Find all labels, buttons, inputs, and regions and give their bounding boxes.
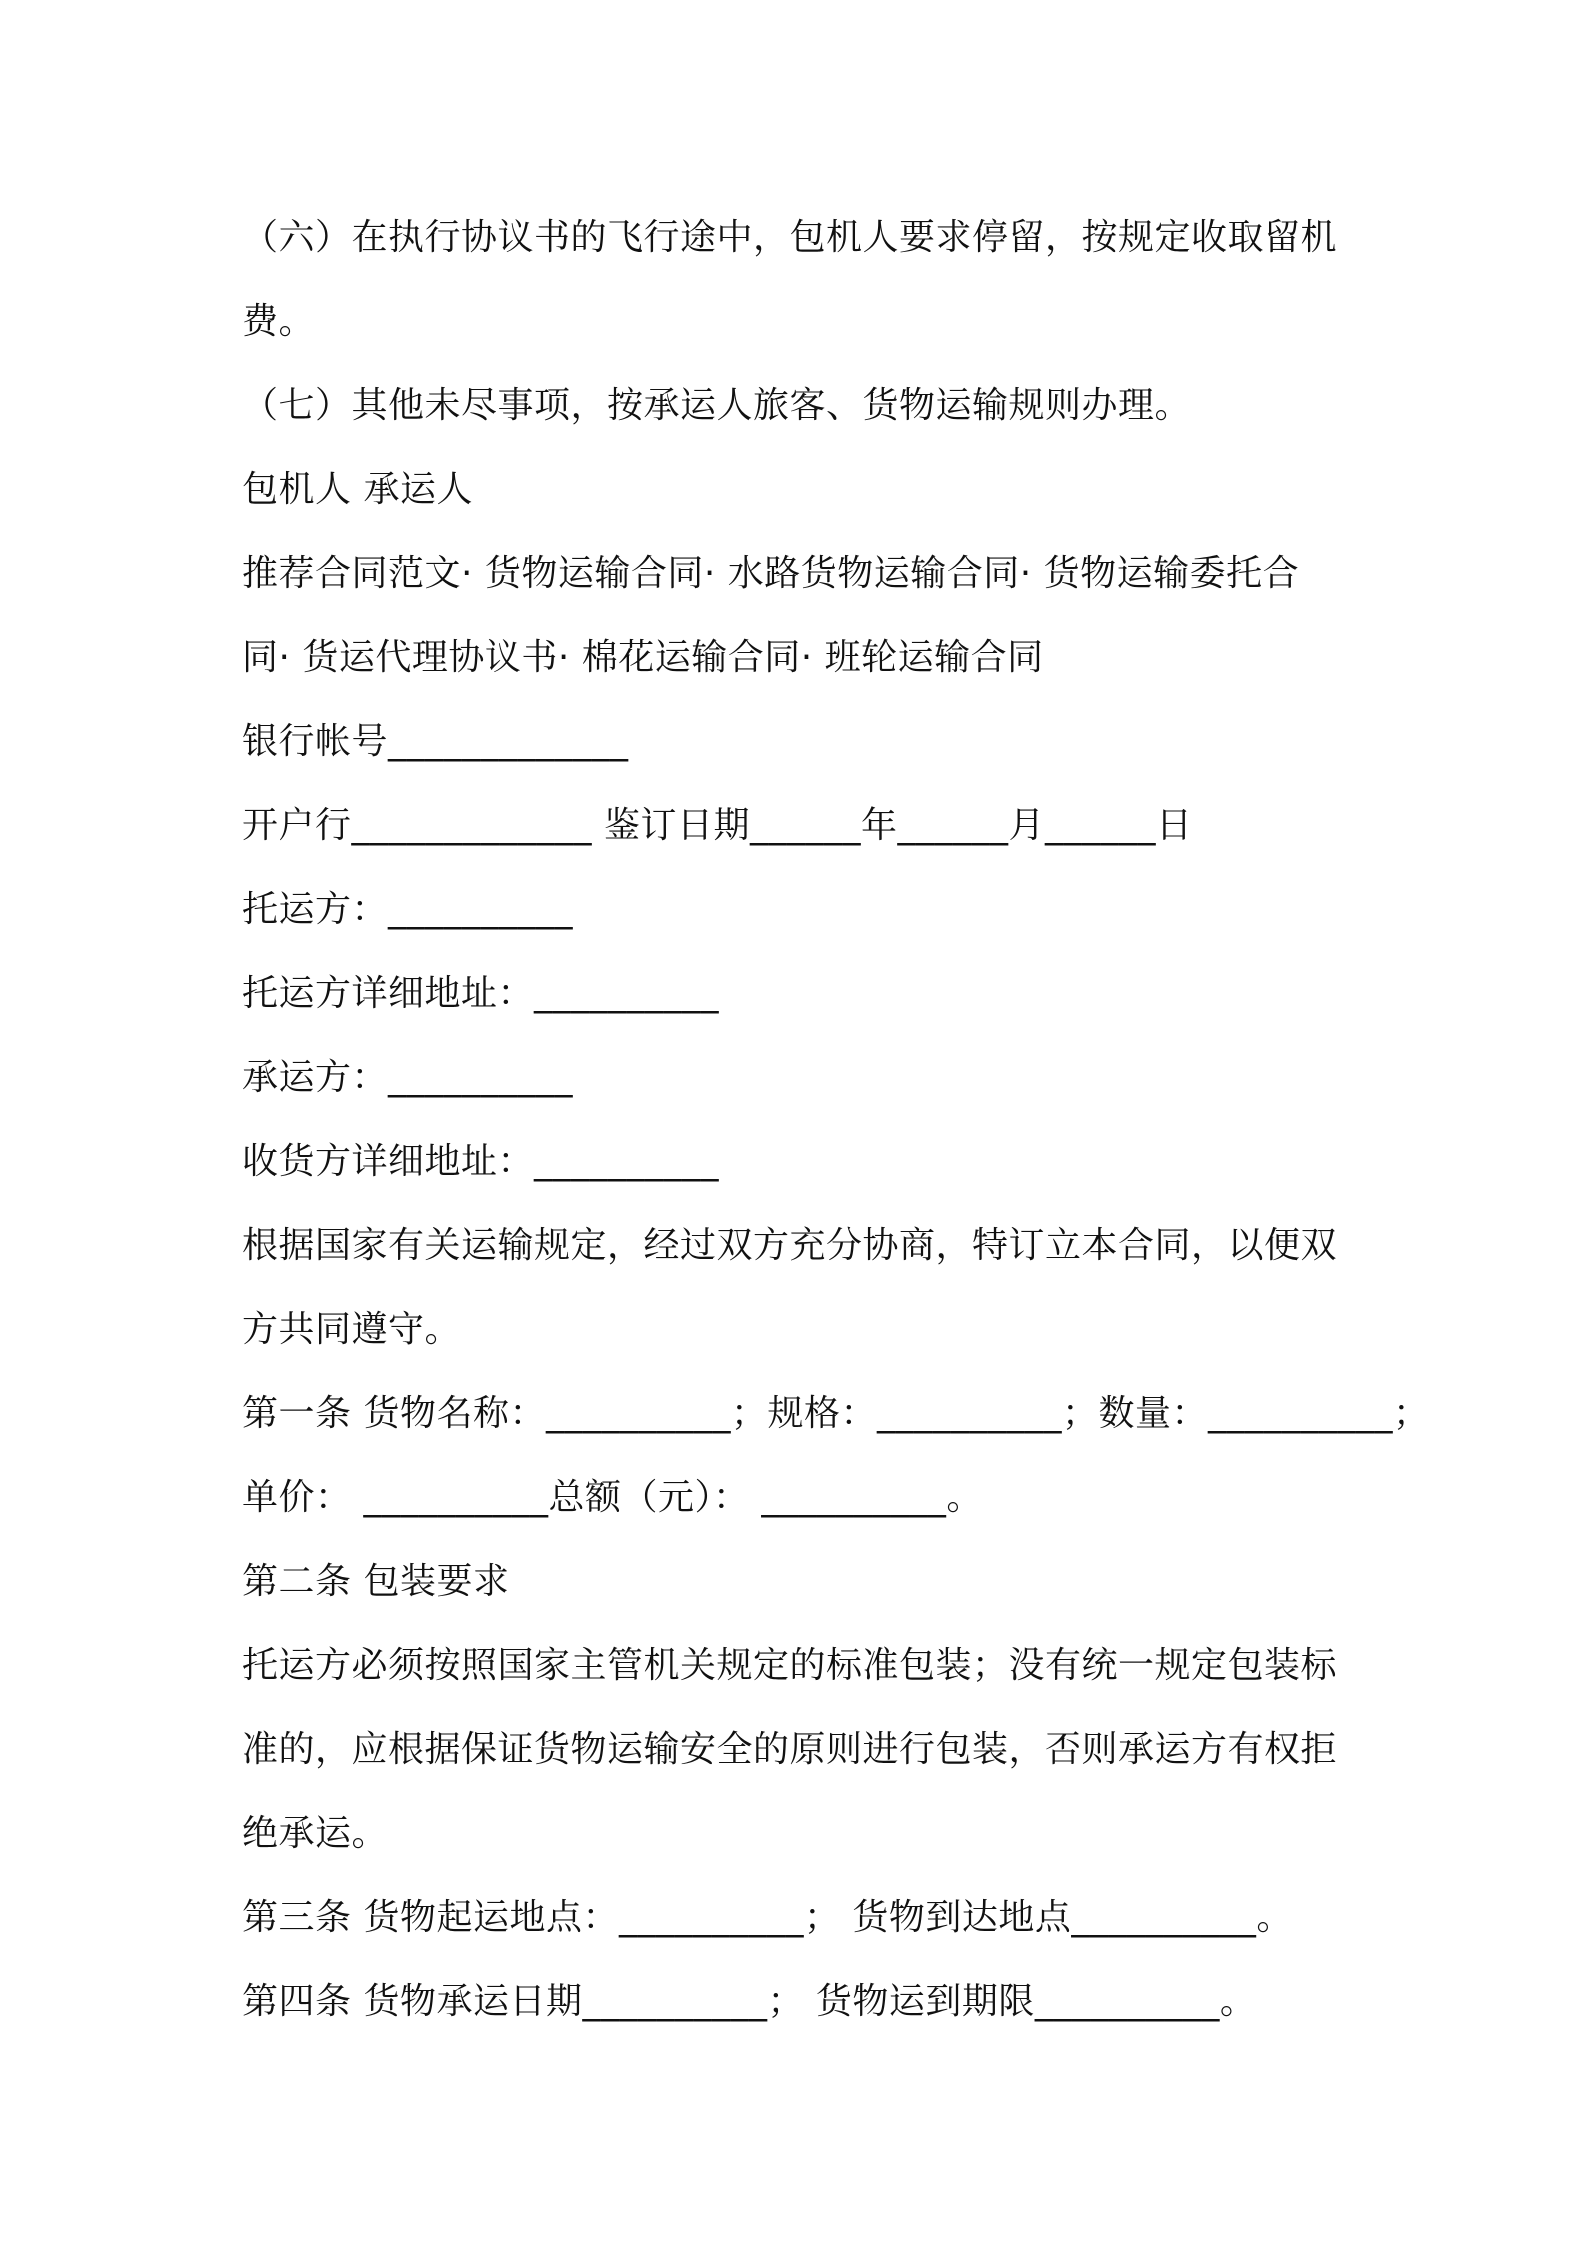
shipper-field: 托运方：__________ (242, 889, 574, 930)
bank-account-field: 银行帐号_____________ (242, 721, 629, 762)
clause-seven: （七）其他未尽事项，按承运人旅客、货物运输规则办理。 (242, 385, 1192, 426)
article-two-line-2: 准的，应根据保证货物运输安全的原则进行包装，否则承运方有权拒 (242, 1729, 1338, 1770)
document-body (242, 196, 1430, 2044)
clause-six-line-2: 费。 (242, 301, 316, 342)
article-two-line-3: 绝承运。 (242, 1813, 389, 1854)
recommended-templates-line-2: 同· 货运代理协议书· 棉花运输合同· 班轮运输合同 (242, 637, 1044, 678)
preamble-line-2: 方共同遵守。 (242, 1309, 462, 1350)
bank-and-date-field: 开户行_____________ 鉴订日期______年______月______日 (242, 805, 1193, 846)
clause-six-line-1: （六）在执行协议书的飞行途中，包机人要求停留，按规定收取留机 (242, 217, 1338, 258)
recommended-templates-line-1: 推荐合同范文· 货物运输合同· 水路货物运输合同· 货物运输委托合 (242, 553, 1300, 594)
article-one-line-2: 单价： __________总额（元）： __________。 (242, 1477, 983, 1518)
shipper-address-field: 托运方详细地址：__________ (242, 973, 720, 1014)
preamble-line-1: 根据国家有关运输规定，经过双方充分协商，特订立本合同，以便双 (242, 1225, 1338, 1266)
carrier-field: 承运方：__________ (242, 1057, 574, 1098)
article-two-line-1: 托运方必须按照国家主管机关规定的标准包装；没有统一规定包装标 (242, 1645, 1338, 1686)
signature-parties: 包机人 承运人 (242, 469, 473, 510)
article-two-heading: 第二条 包装要求 (242, 1561, 510, 1602)
article-three: 第三条 货物起运地点：__________； 货物到达地点__________。 (242, 1897, 1293, 1938)
article-four: 第四条 货物承运日期__________； 货物运到期限__________。 (242, 1981, 1257, 2022)
consignee-address-field: 收货方详细地址：__________ (242, 1141, 720, 1182)
article-one-line-1: 第一条 货物名称：__________；规格：__________；数量：__________； (242, 1393, 1430, 1434)
